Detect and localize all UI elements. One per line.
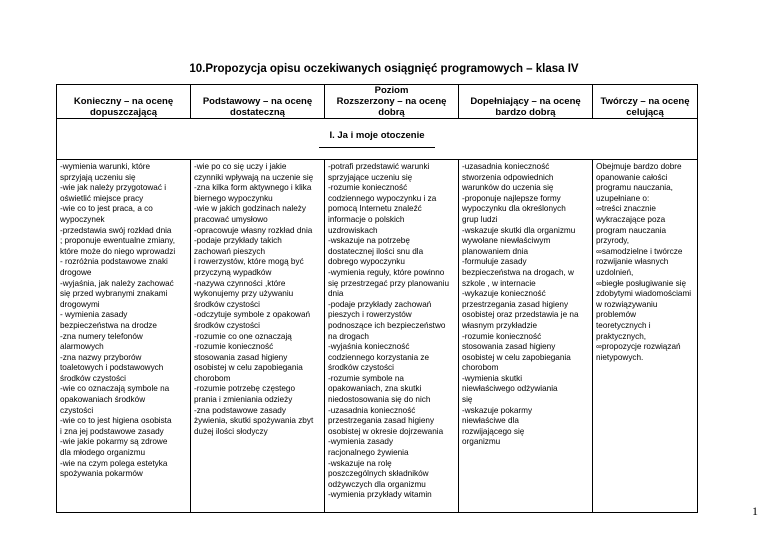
cell-line: codziennego korzystania ze	[328, 352, 430, 362]
cell-line: pomocą Internetu znaleźć	[328, 204, 422, 214]
cell-line: biernego wypoczynku	[194, 193, 273, 203]
cell-line: w rozwiązywaniu	[596, 299, 658, 309]
cell-line: żywienia, skutki spożywania zbyt	[194, 416, 314, 426]
cell-line: się przestrzegać przy planowaniu	[328, 278, 450, 288]
cell-line: -podaje przykłady takich	[194, 236, 282, 246]
cell-line: -wymienia przykłady witamin	[328, 490, 432, 500]
cell-line: codziennego wypoczynku i za	[328, 193, 437, 203]
cell-line: -formułuje zasady	[462, 257, 527, 267]
cell-line: czystości	[60, 405, 94, 415]
cell-line: środków czystości	[194, 320, 260, 330]
cell-line: Obejmuje bardzo dobre	[596, 162, 682, 171]
cell-line: bezpieczeństwa na drogach, w	[462, 267, 574, 277]
page-number: 1	[752, 504, 758, 518]
cell-line: -wymienia reguły, które powinno	[328, 267, 445, 277]
cell-line: drogowe	[60, 267, 92, 277]
cell-line: ∞treści znacznie	[596, 204, 656, 214]
cell-line: -zna nazwy przyborów	[60, 352, 142, 362]
cell-line: racjonalnego żywienia	[328, 448, 409, 458]
cell-line: odżywczych dla organizmu	[328, 479, 426, 489]
cell-line: warunków do uczenia się	[462, 183, 554, 193]
section-cell	[57, 119, 698, 160]
cell-line: -wie jak należy przygotować i	[60, 183, 167, 193]
cell-line: osobistej w celu zapobiegania	[462, 352, 571, 362]
cell-line: -wskazuje na rolę	[328, 458, 392, 468]
col-header-podstawowy: Podstawowy – na ocenę dostateczną	[191, 96, 325, 119]
cell-line: ; proponuje ewentualne zmiany,	[60, 236, 175, 246]
cell-line: planowaniem dnia	[462, 246, 528, 256]
cell-line: -wyjaśnia konieczność	[328, 342, 410, 352]
cell-line: informacje o polskich	[328, 214, 405, 224]
cell-podstawowy	[191, 160, 325, 513]
header-spacer	[191, 85, 325, 97]
cell-line: -proponuje najlepsze formy	[462, 193, 561, 203]
cell-dopelniajacy	[459, 160, 593, 513]
cell-line: szkole , w internacie	[462, 278, 536, 288]
cell-line: opakowaniach środków	[60, 395, 146, 405]
cell-line: toaletowych i podstawowych	[60, 363, 164, 373]
cell-line: nietypowych.	[596, 352, 644, 362]
cell-line: przyrody,	[596, 236, 630, 246]
cell-line: -zna numery telefonów	[60, 331, 143, 341]
cell-line: wykraczające poza	[596, 214, 666, 224]
cell-line: uzupełniane o:	[596, 193, 650, 203]
cell-line: -zna podstawowe zasady	[194, 405, 286, 415]
cell-line: -odczytuje symbole z opakowań	[194, 310, 311, 320]
page-title: 10.Propozycja opisu oczekiwanych osiągnięć programowych – klasa IV	[189, 63, 579, 75]
cell-line: -wymienia zasady	[328, 437, 394, 447]
section-row	[57, 119, 698, 160]
cell-line: czynniki wpływają na uczenie się	[194, 172, 314, 182]
cell-line: -wie jakie pokarmy są zdrowe	[60, 437, 168, 447]
cell-line: - wymienia zasady	[60, 310, 128, 320]
cell-line: dużej ilości słodyczy	[194, 426, 268, 436]
header-row	[57, 96, 698, 119]
cell-line: -wymienia warunki, które	[60, 162, 151, 171]
col-header-konieczny: Konieczny – na ocenę dopuszczającą	[57, 96, 191, 119]
header-poziom: Poziom	[325, 85, 459, 97]
cell-line: własnym przykładzie	[462, 320, 538, 330]
col-header-rozszerzony: Rozszerzony – na ocenę dobrą	[325, 96, 459, 119]
cell-line: -wskazuje skutki dla organizmu	[462, 225, 576, 235]
cell-line: niewłaściwe dla	[462, 416, 519, 426]
header-spacer	[593, 85, 698, 97]
cell-line: spożywania pokarmów	[60, 469, 143, 479]
cell-line: -nazywa czynności ,które	[194, 278, 286, 288]
cell-line: -wie na czym polega estetyka	[60, 458, 168, 468]
cell-line: osobistej w okresie dojrzewania	[328, 426, 444, 436]
cell-line: opakowaniach, zna skutki	[328, 384, 422, 394]
cell-line: - rozróżnia podstawowe znaki	[60, 257, 168, 267]
cell-line: -wskazuje na potrzebę	[328, 236, 410, 246]
cell-line: i zna jej podstawowe zasady	[60, 426, 164, 436]
cell-line: zachowań pieszych	[194, 246, 265, 256]
cell-line: wykonujemy przy używaniu	[194, 289, 294, 299]
cell-line: wypoczynek	[60, 214, 105, 224]
cell-line: -wie co oznaczają symbole na	[60, 384, 170, 394]
cell-line: prania i zmieniania odzieży	[194, 395, 293, 405]
cell-line: sprzyjają uczeniu się	[60, 172, 136, 182]
cell-line: środków czystości	[328, 363, 394, 373]
cell-line: program nauczania	[596, 225, 667, 235]
cell-line: -uzasadnia konieczność	[328, 405, 416, 415]
cell-line: ∞propozycje rozwiązań	[596, 342, 681, 352]
cell-line: -podaje przykłady zachowań	[328, 299, 432, 309]
cell-line: -opracowuje własny rozkład dnia	[194, 225, 313, 235]
header-spacer	[57, 85, 191, 97]
cell-line: -wie co to jest higiena osobista	[60, 416, 172, 426]
cell-line: dostatecznej ilości snu dla	[328, 246, 424, 256]
cell-tworczy	[593, 160, 698, 513]
cell-line: stworzenia odpowiednich	[462, 172, 554, 182]
cell-line: -wyjaśnia, jak należy zachować	[60, 278, 174, 288]
cell-line: oświetlić miejsce pracy	[60, 193, 144, 203]
cell-line: poszczególnych składników	[328, 469, 429, 479]
cell-line: programu nauczania,	[596, 183, 673, 193]
cell-line: -rozumie konieczność	[462, 331, 542, 341]
cell-line: -wie co to jest praca, a co	[60, 204, 153, 214]
content-row	[57, 160, 698, 513]
cell-line: -przedstawia swój rozkład dnia	[60, 225, 172, 235]
cell-line: organizmu	[462, 437, 501, 447]
cell-line: teoretycznych i	[596, 320, 651, 330]
cell-line: chorobom	[194, 373, 231, 383]
cell-line: osobistej w celu zapobiegania	[194, 363, 303, 373]
cell-line: sprzyjające uczeniu się	[328, 172, 413, 182]
col-header-tworczy: Twórczy – na ocenę celującą	[593, 96, 698, 119]
cell-line: opanowanie całości	[596, 172, 668, 182]
cell-line: przestrzegania zasad higieny	[328, 416, 435, 426]
cell-line: -rozumie konieczność	[194, 342, 274, 352]
cell-line: stosowania zasad higieny	[194, 352, 288, 362]
cell-line: zdobytymi wiadomościami	[596, 289, 692, 299]
cell-line: wypoczynku dla określonych	[462, 204, 566, 214]
cell-line: grup ludzi	[462, 214, 498, 224]
cell-line: alarmowych	[60, 342, 104, 352]
cell-line: które może do niego wprowadzi	[60, 246, 176, 256]
cell-line: i rowerzystów, które mogą być	[194, 257, 304, 267]
cell-line: dobrego wypoczynku	[328, 257, 405, 267]
cell-line: -wie w jakich godzinach należy	[194, 204, 306, 214]
cell-line: -wie po co się uczy i jakie	[194, 162, 287, 171]
header-row-top	[57, 85, 698, 97]
header-spacer	[459, 85, 593, 97]
cell-line: -rozumie konieczność	[328, 183, 408, 193]
cell-line: osobistej oraz przedstawia je na	[462, 310, 579, 320]
cell-line: niewłaściwego odżywiania	[462, 384, 558, 394]
cell-line: dla młodego organizmu	[60, 448, 146, 458]
cell-line: środków czystości	[194, 299, 260, 309]
cell-line: bezpieczeństwa na drodze	[60, 320, 157, 330]
cell-line: -rozumie symbole na	[328, 373, 404, 383]
cell-line: pracować umysłowo	[194, 214, 268, 224]
cell-line: ∞biegłe posługiwanie się	[596, 278, 687, 288]
cell-line: ∞samodzielne i twórcze	[596, 246, 683, 256]
cell-line: -zna kilka form aktywnego i klika	[194, 183, 312, 193]
cell-line: -uzasadnia konieczność	[462, 162, 550, 171]
cell-line: na drogach	[328, 331, 369, 341]
cell-line: wywołane niewłaściwym	[462, 236, 551, 246]
section-title: I. Ja i moje otoczenie	[319, 130, 434, 148]
cell-line: dnia	[328, 289, 344, 299]
cell-line: drogowymi	[60, 299, 100, 309]
cell-line: problemów	[596, 310, 637, 320]
cell-line: -rozumie co one oznaczają	[194, 331, 292, 341]
cell-line: -wykazuje konieczność	[462, 289, 546, 299]
cell-line: podnoszące ich bezpieczeństwo	[328, 320, 446, 330]
cell-line: praktycznych,	[596, 331, 647, 341]
cell-line: rozwijającego się	[462, 426, 525, 436]
cell-line: niedostosowania się do nich	[328, 395, 431, 405]
cell-line: -wskazuje pokarmy	[462, 405, 533, 415]
requirements-table	[56, 84, 698, 513]
cell-line: -potrafi przedstawić warunki	[328, 162, 430, 171]
cell-konieczny	[57, 160, 191, 513]
cell-line: przestrzegania zasad higieny	[462, 299, 569, 309]
cell-line: uzdolnień,	[596, 267, 634, 277]
cell-line: środków czystości	[60, 373, 126, 383]
cell-line: rozwijanie własnych	[596, 257, 669, 267]
cell-line: przyczyną wypadków	[194, 267, 272, 277]
cell-line: się przed wybranymi znakami	[60, 289, 168, 299]
cell-rozszerzony	[325, 160, 459, 513]
cell-line: uzdrowiskach	[328, 225, 378, 235]
cell-line: -rozumie potrzebę częstego	[194, 384, 296, 394]
cell-line: pieszych i rowerzystów	[328, 310, 412, 320]
col-header-dopelniajacy: Dopełniający – na ocenę bardzo dobrą	[459, 96, 593, 119]
cell-line: stosowania zasad higieny	[462, 342, 556, 352]
cell-line: się	[462, 395, 473, 405]
cell-line: chorobom	[462, 363, 499, 373]
cell-line: -wymienia skutki	[462, 373, 523, 383]
